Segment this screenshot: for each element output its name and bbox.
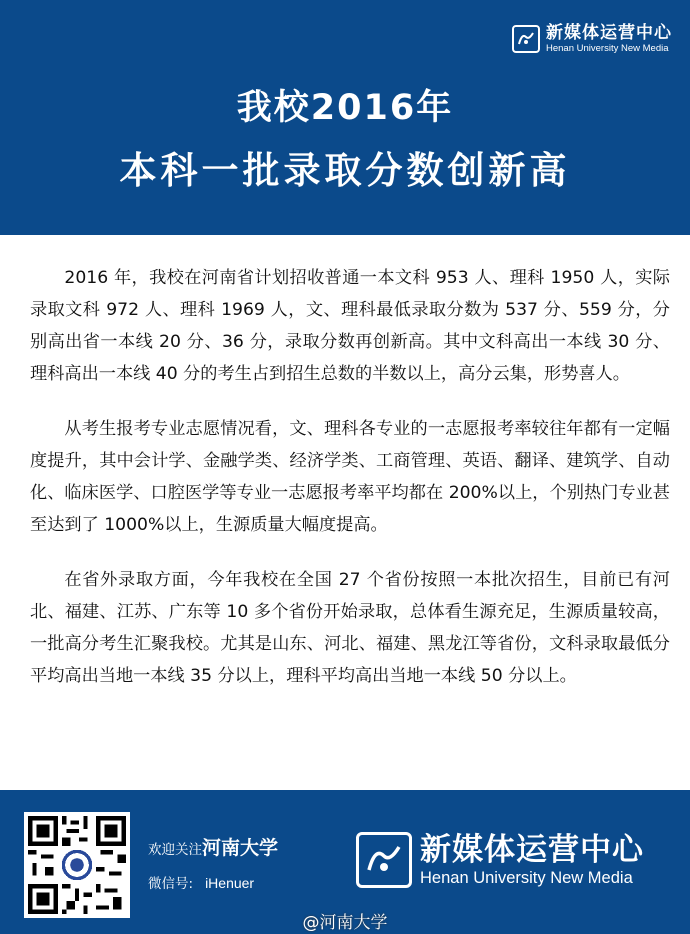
brand-name-cn: 新媒体运营中心 bbox=[546, 23, 672, 43]
paragraph: 从考生报考专业志愿情况看，文、理科各专业的一志愿报考率较往年都有一定幅度提升，其中会计学、金融学类、经济学类、工商管理、英语、翻译、建筑学、自动化、临床医学、口腔医学等专业一志愿报考率平均都在 200%以上，个别热门专业甚至达到了 1000%以上，生源质量大幅度提高。 bbox=[30, 419, 670, 535]
footer-brand-name-en: Henan University New Media bbox=[420, 869, 633, 887]
wechat-info bbox=[148, 872, 254, 892]
new-media-logo-icon bbox=[356, 832, 412, 888]
new-media-logo-icon bbox=[512, 25, 540, 53]
header-banner bbox=[0, 0, 690, 235]
paragraph: 2016 年，我校在河南省计划招收普通一本文科 953 人、理科 1950 人，实际录取文科 972 人、理科 1969 人，文、理科最低录取分数为 537 分、559 分，分别高出省一本线 20 分、36 分，录取分数再创新高。其中文科高出一本线 30 分、理科高出一本线 40 分的考生占到招生总数的半数以上，高分云集，形势喜人。 bbox=[30, 268, 670, 384]
footer-brand-name-cn: 新媒体运营中心 bbox=[420, 832, 644, 868]
weibo-watermark: @河南大学 bbox=[302, 913, 388, 933]
header-brand bbox=[512, 24, 672, 54]
paragraph: 在省外录取方面，今年我校在全国 27 个省份按照一本批次招生，目前已有河北、福建、江苏、广东等 10 多个省份开始录取，总体看生源充足，生源质量较高，一批高分考生汇聚我校。尤其是山东、河北、福建、黑龙江等省份，文科录取最低分平均高出当地一本线 35 分以上，理科平均高出当地一本线 50 分以上。 bbox=[30, 570, 670, 686]
wechat-label: 微信号: bbox=[148, 876, 194, 892]
page-title-line1: 我校2016年 bbox=[236, 88, 454, 128]
wechat-id: iHenuer bbox=[205, 875, 255, 891]
brand-name-en: Henan University New Media bbox=[546, 43, 669, 54]
qr-code-icon bbox=[24, 812, 130, 918]
university-name: 河南大学 bbox=[202, 837, 279, 859]
footer-brand bbox=[356, 832, 644, 888]
page-title-line2: 本科一批录取分数创新高 bbox=[119, 149, 571, 192]
follow-prompt bbox=[148, 833, 278, 860]
follow-prefix: 欢迎关注 bbox=[148, 842, 202, 858]
article-body bbox=[30, 262, 670, 715]
